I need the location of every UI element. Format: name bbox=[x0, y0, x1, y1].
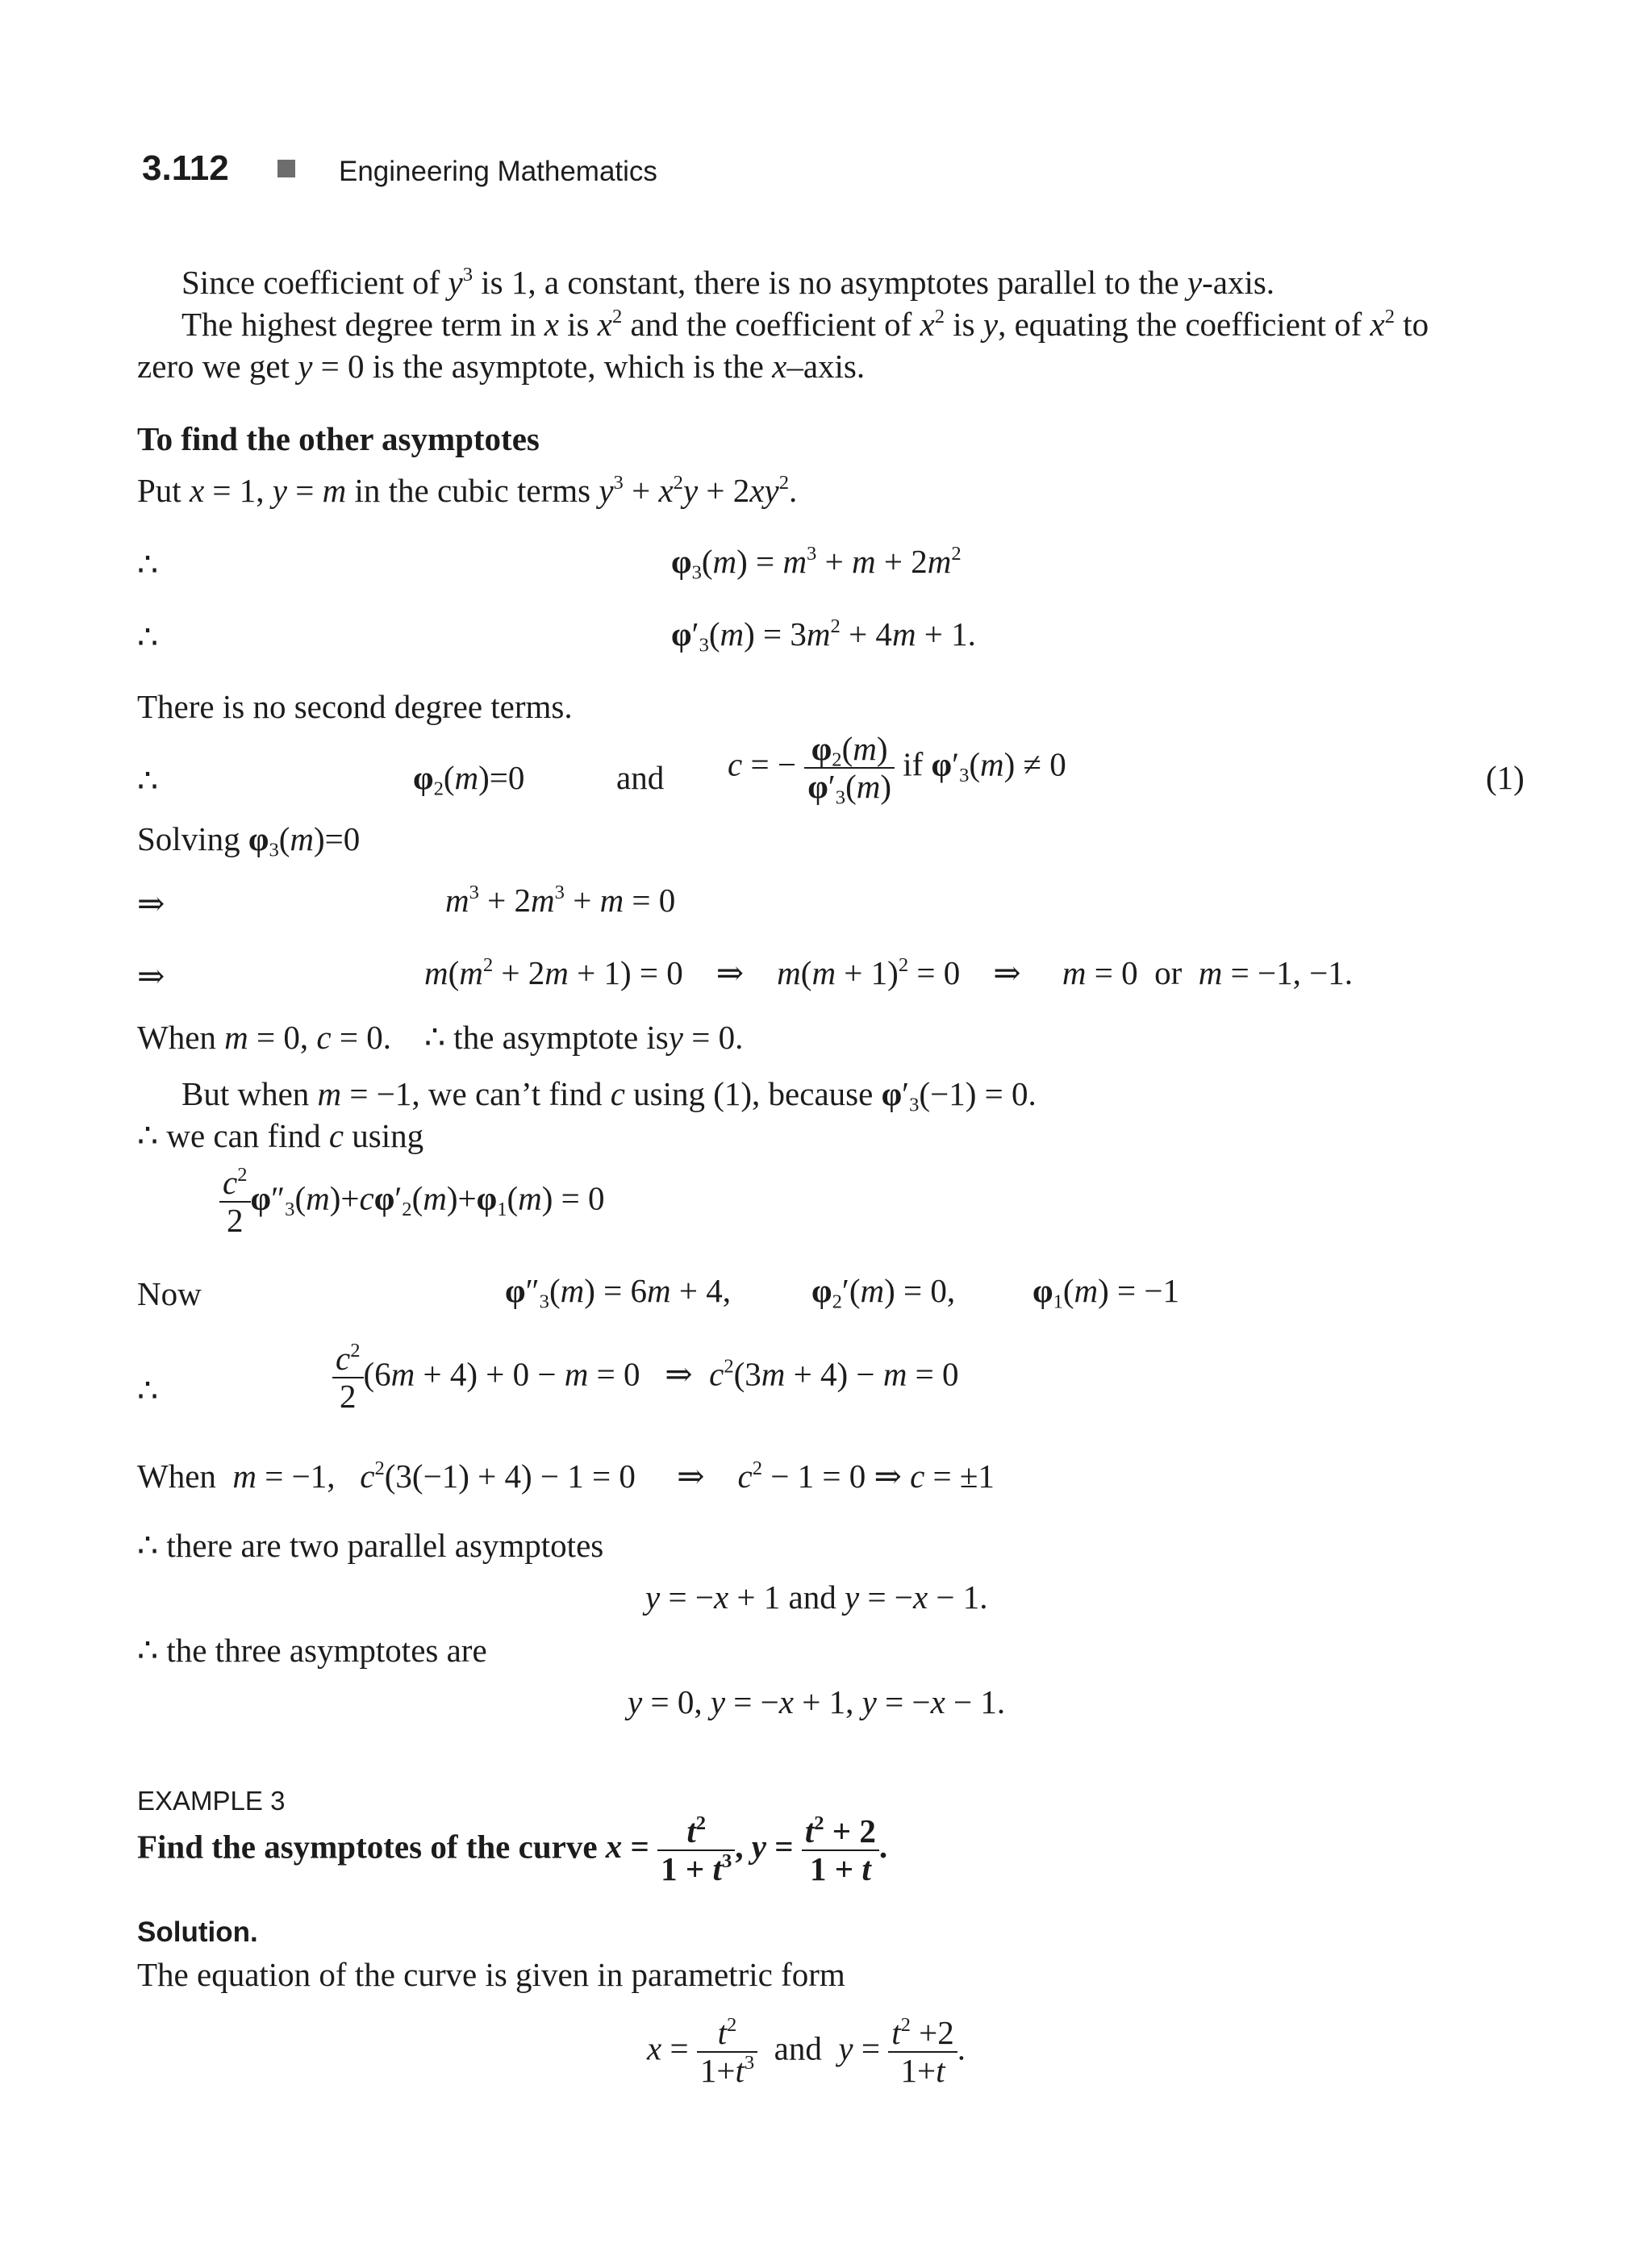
two-parallel-line: ∴ there are two parallel asymptotes bbox=[137, 1527, 604, 1564]
solution-text: The equation of the curve is given in parametric form bbox=[137, 1956, 845, 1993]
example-statement: Find the asymptotes of the curve x = $\frac{t^2}{1 + t^3}$ , y = $\frac{t^2 + 2}{1 + t}$ . bbox=[137, 1812, 888, 1887]
now-word: Now bbox=[137, 1275, 202, 1312]
when-m-neg1: When m = −1, $c^2(3(-1) + 4) - 1 = 0$ ⇒ $c^2 - 1 = 0$ ⇒ c = ±1 bbox=[137, 1457, 995, 1495]
equation-c-formula: $\frac{c^2}{2}$ $\varphi''_3(m)+c\varphi'_2(m)+\varphi_1(m) = 0$ bbox=[219, 1166, 605, 1237]
header-square-icon bbox=[277, 160, 295, 177]
therefore-symbol: ∴ bbox=[137, 546, 159, 583]
parallel-asymptotes: y = −x + 1 and y = −x − 1. bbox=[645, 1578, 988, 1616]
equation-cubic: $m^3 + 2m^3 + m = 0$ bbox=[445, 882, 676, 919]
equation-factored: $m(m^2 + 2m + 1) = 0$ ⇒ $m(m + 1)^2 = 0$ ⇒ m = 0 or m = −1, −1. bbox=[424, 954, 1353, 991]
section-heading: To find the other asymptotes bbox=[137, 420, 540, 457]
book-title: Engineering Mathematics bbox=[339, 156, 657, 187]
equation-now-1: $\varphi''_3(m) = 6m + 4$, bbox=[505, 1272, 731, 1313]
equation-substituted: $\frac{c^2}{2}$ (6m + 4) + 0 − m = 0 ⇒ $c^2(3m + 4) - m = 0$ bbox=[332, 1342, 959, 1413]
c-fraction: $\frac{\varphi_2(m)}{\varphi'_3(m)}$ bbox=[804, 732, 895, 803]
parametric-equations: x = $\frac{t^2}{1+t^3}$ and y = $\frac{t^2 +2}{1+t}$ . bbox=[647, 2014, 966, 2089]
put-line: Put x = 1, y = m in the cubic terms $y^3 + x^2y + 2xy^2$. bbox=[137, 472, 798, 509]
equation-phi2-zero: $\varphi_2(m)=0$ bbox=[413, 759, 525, 800]
therefore-symbol: ∴ bbox=[137, 762, 159, 799]
page-number: 3.112 bbox=[142, 148, 229, 188]
equation-phi3: $\varphi_3(m) = m^3 + m + 2m^2$ bbox=[671, 543, 962, 584]
solving-line: Solving $\varphi_3(m)=0$ bbox=[137, 820, 361, 861]
equation-now-3: $\varphi_1(m) = -1$ bbox=[1032, 1272, 1180, 1313]
paragraph-1: Since coefficient of $y^3$ is 1, a constant, there is no asymptotes parallel to the y-axis. bbox=[181, 264, 1275, 301]
but-when-line: But when m = −1, we can’t find c using (1), because $\varphi'_3(-1) = 0$. bbox=[181, 1075, 1037, 1116]
therefore-symbol: ∴ bbox=[137, 1372, 159, 1409]
paragraph-2-line-1: The highest degree term in x is $x^2$ and the coefficient of $x^2$ is y, equating the coefficient of $x^2$ to bbox=[181, 306, 1429, 343]
and-word: and bbox=[616, 759, 665, 796]
equation-label-1: (1) bbox=[1486, 759, 1525, 796]
three-asymptotes: y = 0, y = −x + 1, y = −x − 1. bbox=[628, 1683, 1006, 1720]
paragraph-2-line-2: zero we get y = 0 is the asymptote, which is the x–axis. bbox=[137, 348, 866, 385]
equation-now-2: $\varphi_2'(m) = 0$, bbox=[811, 1272, 956, 1313]
example-label: EXAMPLE 3 bbox=[137, 1786, 286, 1816]
when-m-zero: When m = 0, c = 0. ∴ the asymptote isy = 0. bbox=[137, 1019, 744, 1056]
solution-label: Solution. bbox=[137, 1916, 258, 1948]
we-can-find-line: ∴ we can find c using bbox=[137, 1117, 424, 1154]
implies-symbol: ⇒ bbox=[137, 957, 165, 995]
implies-symbol: ⇒ bbox=[137, 885, 165, 922]
equation-phi3-prime: $\varphi'_3(m) = 3m^2 + 4m + 1$. bbox=[671, 615, 976, 657]
three-asymptotes-line: ∴ the three asymptotes are bbox=[137, 1632, 487, 1669]
therefore-symbol: ∴ bbox=[137, 619, 159, 656]
no-second-degree: There is no second degree terms. bbox=[137, 688, 573, 725]
c-formula: c = − $\frac{\varphi_2(m)}{\varphi'_3(m)}$ if $\varphi'_3(m) \ne 0$ bbox=[728, 730, 1066, 809]
